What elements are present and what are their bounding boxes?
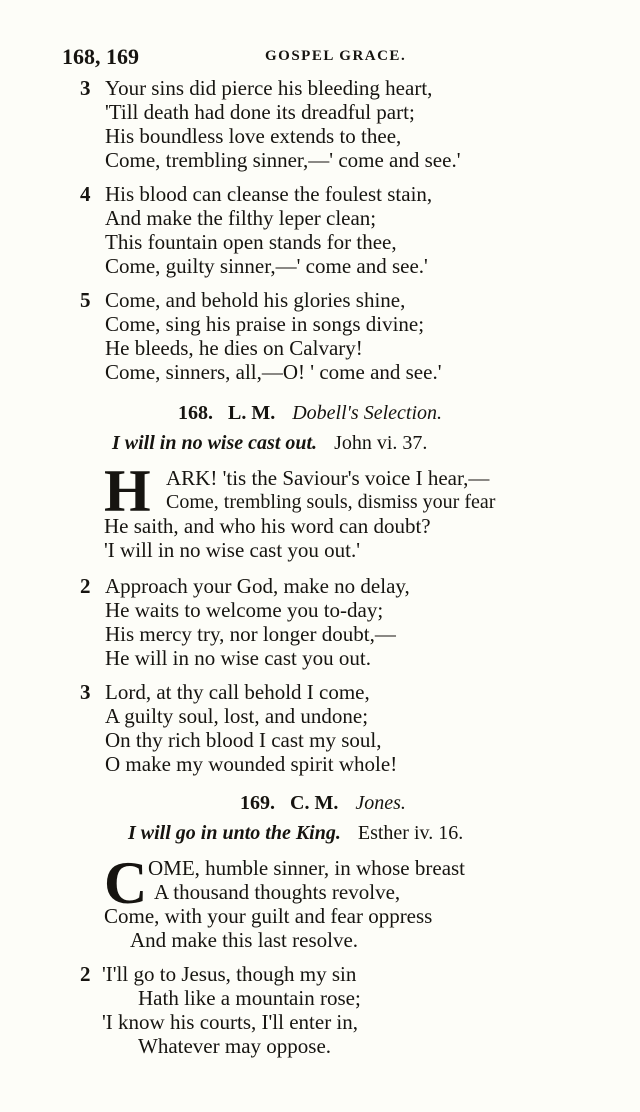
verse-line: Come, sinners, all,—O! ' come and see.' xyxy=(105,360,442,384)
verse-line: On thy rich blood I cast my soul, xyxy=(105,728,382,752)
verse-line: ARK! 'tis the Saviour's voice I hear,— xyxy=(166,466,490,490)
verse-line: His mercy try, nor longer doubt,— xyxy=(105,622,396,646)
drop-cap: C xyxy=(104,850,148,916)
hymn-number: 169. xyxy=(240,792,275,814)
verse-line: He bleeds, he dies on Calvary! xyxy=(105,336,363,360)
hymn-tune: Jones. xyxy=(355,792,406,814)
stanza-number: 2 xyxy=(80,962,91,986)
verse-line: This fountain open stands for thee, xyxy=(105,230,397,254)
scripture-reference: Esther iv. 16. xyxy=(357,822,464,844)
verse-line: Whatever may oppose. xyxy=(138,1034,332,1058)
verse-line: 'Till death had done its dreadful part; xyxy=(105,100,415,124)
verse-line: He will in no wise cast you out. xyxy=(105,646,371,670)
verse-line: Come, with your guilt and fear oppress xyxy=(104,904,433,928)
verse-line: And make the filthy leper clean; xyxy=(105,206,377,230)
verse-line: Come, and behold his glories shine, xyxy=(105,288,406,312)
page-numbers: 168, 169 xyxy=(62,44,139,69)
verse-line: His blood can cleanse the foulest stain, xyxy=(105,182,433,206)
stanza-number: 2 xyxy=(80,574,91,598)
hymn-169-heading xyxy=(240,792,406,815)
drop-cap: H xyxy=(104,458,151,524)
hymn-tune: Dobell's Selection. xyxy=(292,402,443,424)
verse-line: 'I know his courts, I'll enter in, xyxy=(102,1010,359,1034)
verse-line: A guilty soul, lost, and undone; xyxy=(105,704,369,728)
hymn-meter: C. M. xyxy=(290,792,339,814)
verse-line: Lord, at thy call behold I come, xyxy=(105,680,370,704)
verse-line: Your sins did pierce his bleeding heart, xyxy=(105,76,433,100)
scripture-reference: John vi. 37. xyxy=(334,432,428,454)
hymn-meter: L. M. xyxy=(228,402,276,424)
verse-line: 'I'll go to Jesus, though my sin xyxy=(102,962,357,986)
hymn-168-subtitle xyxy=(112,432,427,455)
verse-line: Come, trembling sinner,—' come and see.' xyxy=(105,148,461,172)
hymn-169-subtitle xyxy=(128,822,463,845)
verse-line: He waits to welcome you to-day; xyxy=(105,598,384,622)
verse-line: He saith, and who his word can doubt? xyxy=(104,514,431,538)
running-title: GOSPEL GRACE. xyxy=(265,48,407,64)
scripture-text: I will in no wise cast out. xyxy=(112,432,318,454)
stanza-number: 4 xyxy=(80,182,91,206)
verse-line: His boundless love extends to thee, xyxy=(105,124,402,148)
verse-line: Come, sing his praise in songs divine; xyxy=(105,312,425,336)
scripture-text: I will go in unto the King. xyxy=(128,822,341,844)
hymn-168-heading xyxy=(178,402,442,425)
hymn-number: 168. xyxy=(178,402,213,424)
verse-line: Approach your God, make no delay, xyxy=(105,574,410,598)
stanza-number: 5 xyxy=(80,288,91,312)
verse-line: Hath like a mountain rose; xyxy=(138,986,361,1010)
verse-line: Come, guilty sinner,—' come and see.' xyxy=(105,254,428,278)
verse-line: O make my wounded spirit whole! xyxy=(105,752,398,776)
verse-line: OME, humble sinner, in whose breast xyxy=(148,856,466,880)
verse-line: And make this last resolve. xyxy=(130,928,359,952)
stanza-number: 3 xyxy=(80,76,91,100)
verse-line: A thousand thoughts revolve, xyxy=(154,880,401,904)
stanza-number: 3 xyxy=(80,680,91,704)
verse-line: Come, trembling souls, dismiss your fear xyxy=(166,491,496,513)
verse-line: 'I will in no wise cast you out.' xyxy=(104,538,361,562)
